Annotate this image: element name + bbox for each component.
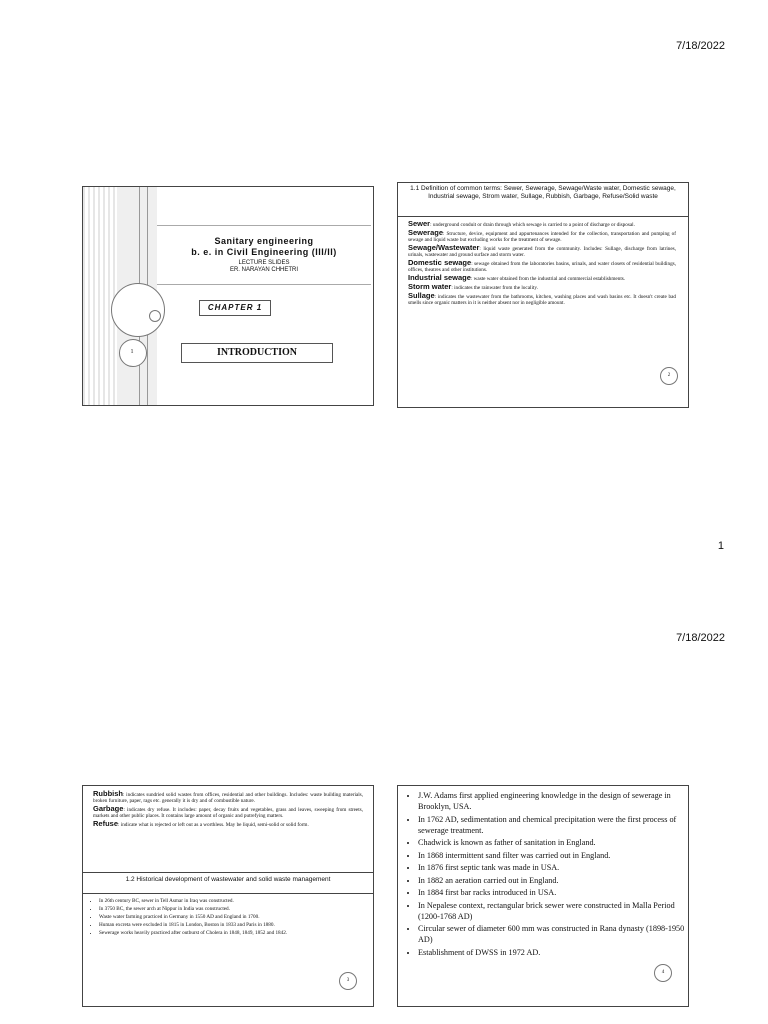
- list-item: • In 1884 first bar racks introduced in USA.: [418, 887, 686, 898]
- term-definition: : indicates the wastewater from the bathrooms, kitchen, washing places and wash basins etc. It doesn't create bad smells since organic matters in it is neither absent nor in negligible amount.: [408, 294, 676, 306]
- page1-number: 1: [717, 540, 724, 552]
- list-item: • Establishment of DWSS in 1972 AD.: [418, 947, 686, 958]
- term-name: Sewerage: [408, 228, 444, 237]
- slide-4: [397, 785, 689, 1007]
- term-item: [93, 791, 363, 804]
- decor-circle-small: [149, 310, 161, 322]
- slide-number: 4: [654, 964, 672, 982]
- term-name: Rubbish: [93, 789, 123, 798]
- term-item: [93, 821, 363, 828]
- term-name: Garbage: [93, 804, 124, 813]
- term-item: [408, 221, 676, 228]
- term-definition: : liquid waste generated from the community. Includes: Sullage, discharge from latrines, urinals, wastewater and ground surface and storm water.: [408, 246, 676, 258]
- list-item: • In 1882 an aeration carried out in England.: [418, 875, 686, 886]
- list-item: • J.W. Adams first applied engineering knowledge in the design of sewerage in Brooklyn, USA.: [418, 790, 686, 812]
- term-name: Domestic sewage: [408, 258, 472, 267]
- term-name: Refuse: [93, 819, 119, 828]
- slide1-title-box: [157, 225, 371, 285]
- intro-heading: INTRODUCTION: [181, 343, 333, 363]
- page1-date: 7/18/2022: [676, 40, 725, 52]
- term-definition: : indicate what is rejected or left out as a worthless. May be liquid, semi-solid or solid form.: [118, 822, 309, 828]
- list-item: • Sewerage works heavily practiced after outburst of Cholera in 1848, 1849, 1852 and 1842.: [99, 930, 373, 936]
- term-name: Sullage: [408, 291, 435, 300]
- slide-1: [82, 186, 374, 406]
- term-item: [408, 275, 676, 282]
- term-name: Storm water: [408, 282, 452, 291]
- list-item: • In 1762 AD, sedimentation and chemical precipitation were the first process of sewerage treatment.: [418, 814, 686, 836]
- term-definition: : waste water obtained from the industrial and commercial establishments.: [470, 276, 626, 282]
- term-definition: : indicates sundried solid wastes from offices, residential and other buildings. Includes: waste building materials, broken furniture, paper, rags etc. generally it is dry and of combustible nature.: [93, 792, 363, 804]
- list-item: • Waste water farming practiced in Germany in 1550 AD and England in 1700.: [99, 914, 373, 920]
- term-definition: : sewage obtained from the laboratories basins, urinals, and water closets of residential buildings, offices, theatres and other institutions.: [408, 261, 676, 273]
- term-item: [408, 245, 676, 258]
- slide2-heading: 1.1 Definition of common terms: Sewer, Sewerage, Sewage/Waste water, Domestic sewage, Industrial sewage, Strom water, Sullage, Rubbish, Garbage, Refuse/Solid waste: [398, 183, 688, 217]
- term-name: Sewage/Wastewater: [408, 243, 480, 252]
- author: ER. NARAYAN CHHETRI: [229, 267, 299, 273]
- term-name: Sewer: [408, 219, 431, 228]
- list-item: • Chadwick is known as father of sanitation in England.: [418, 837, 686, 848]
- list-item: • In 3750 BC, the sewer arch at Nippur in India was constructed.: [99, 906, 373, 912]
- slide-number: 3: [339, 972, 357, 990]
- page2-date: 7/18/2022: [676, 632, 725, 644]
- term-definition: : underground conduit or drain through which sewage is carried to a point of discharge or disposal.: [430, 222, 635, 228]
- chapter-label: CHAPTER 1: [199, 300, 271, 316]
- slide-number: 2: [660, 367, 678, 385]
- course-title: Sanitary engineering: [214, 236, 314, 246]
- term-item: [408, 293, 676, 306]
- term-definition: : indicates dry refuse. It includes: paper, decay fruits and vegetables, grass and leaves, sweeping from streets, markets and other public places. It contains large amount of organic and putrefying matters.: [93, 807, 363, 819]
- list-item: • In 1868 intermittent sand filter was carried out in England.: [418, 850, 686, 861]
- slide-3: [82, 785, 374, 1007]
- list-item: • In 26th century BC, sewer in Tell Asmar in Iraq was constructed.: [99, 898, 373, 904]
- history-list: [89, 898, 373, 938]
- slide-2: [397, 182, 689, 408]
- term-item: [408, 260, 676, 273]
- terms-list: [93, 791, 363, 830]
- slide3-heading: 1.2 Historical development of wastewater and solid waste management: [83, 872, 373, 894]
- list-item: • In Nepalese context, rectangular brick sewer were constructed in Malla Period (1200-1768 AD): [418, 900, 686, 922]
- decor-stripes: [83, 187, 117, 405]
- list-item: • In 1876 first septic tank was made in USA.: [418, 862, 686, 873]
- term-item: [408, 284, 676, 291]
- list-item: • Circular sewer of diameter 600 mm was constructed in Rana dynasty (1898-1950 AD): [418, 923, 686, 945]
- slides-label: LECTURE SLIDES: [238, 260, 290, 266]
- terms-list: [408, 221, 676, 308]
- list-item: • Human excreta were excluded in 1815 in London, Boston in 1833 and Paris in 1880.: [99, 922, 373, 928]
- course-program: b. e. in Civil Engineering (III/II): [191, 247, 337, 257]
- slide-number: 1: [130, 349, 134, 355]
- term-name: Industrial sewage: [408, 273, 471, 282]
- term-definition: : indicates the rainwater from the locality.: [451, 285, 538, 291]
- history-list: [406, 790, 686, 959]
- term-item: [408, 230, 676, 243]
- term-item: [93, 806, 363, 819]
- term-definition: : Structure, device, equipment and appurtenances intended for the collection, transportation and pumping of sewage and liquid waste but excluding works for the treatment of sewage.: [408, 231, 676, 243]
